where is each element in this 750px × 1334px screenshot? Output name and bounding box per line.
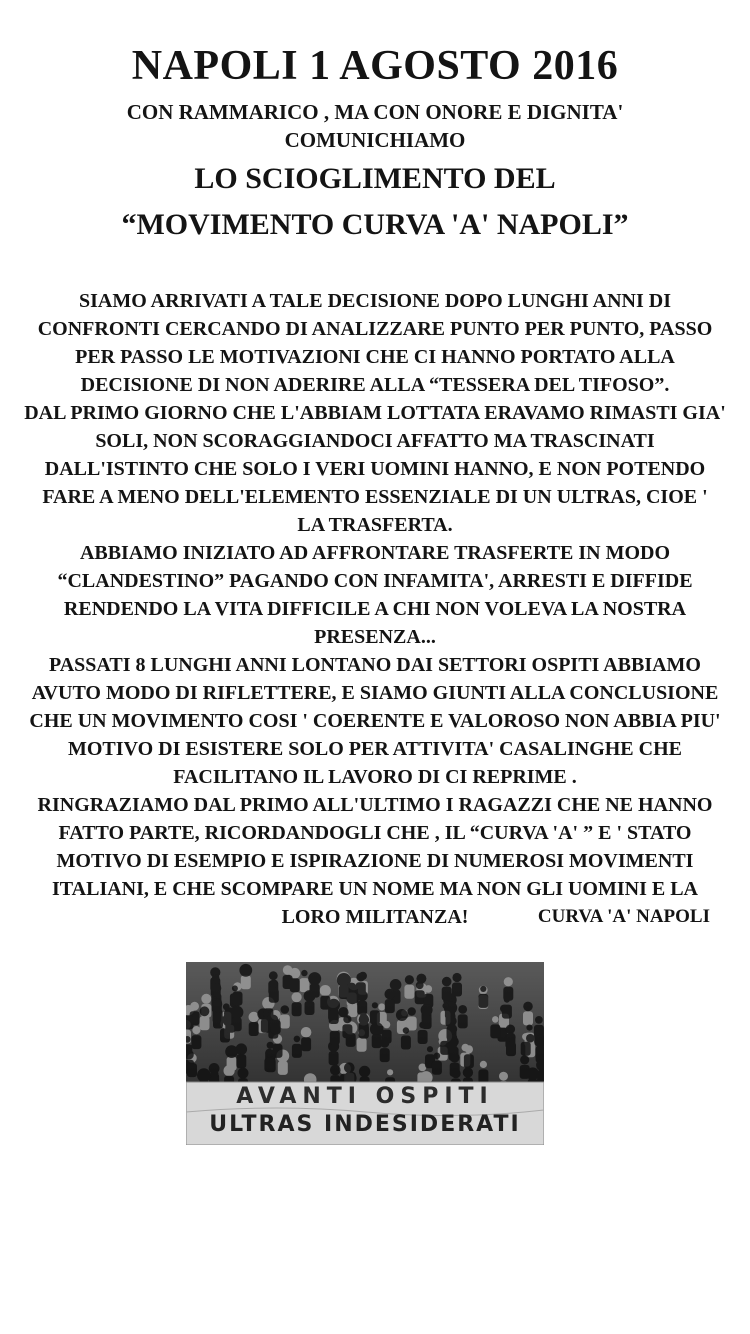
body-line: FARE A MENO DELL'ELEMENTO ESSENZIALE DI UN ULTRAS, CIOE ' bbox=[42, 486, 708, 508]
body-line: FACILITANO IL LAVORO DI CI REPRIME . bbox=[173, 766, 577, 788]
body-line: PASSATI 8 LUNGHI ANNI LONTANO DAI SETTORI OSPITI ABBIAMO bbox=[49, 654, 701, 676]
headline-line-1: LO SCIOGLIMENTO DEL bbox=[194, 162, 556, 195]
crowd-photo bbox=[186, 962, 544, 1145]
body-line: RINGRAZIAMO DAL PRIMO ALL'ULTIMO I RAGAZZI CHE NE HANNO bbox=[37, 794, 713, 816]
body-line: PRESENZA... bbox=[314, 626, 436, 648]
body-line: LORO MILITANZA! bbox=[281, 906, 469, 928]
body-line: RENDENDO LA VITA DIFFICILE A CHI NON VOLEVA LA NOSTRA bbox=[63, 598, 687, 620]
body-line: LA TRASFERTA. bbox=[297, 514, 453, 536]
statement-body bbox=[10, 287, 740, 931]
body-line: CHE UN MOVIMENTO COSI ' COERENTE E VALOROSO NON ABBIA PIU' bbox=[29, 710, 721, 732]
body-line: SIAMO ARRIVATI A TALE DECISIONE DOPO LUNGHI ANNI DI bbox=[79, 290, 671, 312]
signature: CURVA 'A' NAPOLI bbox=[537, 906, 710, 927]
body-line: SOLI, NON SCORAGGIANDOCI AFFATTO MA TRASCINATI bbox=[95, 430, 655, 452]
banner-text-line-2: ULTRAS INDESIDERATI bbox=[209, 1112, 521, 1137]
body-line: “CLANDESTINO” PAGANDO CON INFAMITA', ARRESTI E DIFFIDE bbox=[57, 570, 693, 592]
body-line: AVUTO MODO DI RIFLETTERE, E SIAMO GIUNTI ALLA CONCLUSIONE bbox=[31, 682, 719, 704]
banner-text-line-1: AVANTI OSPITI bbox=[236, 1084, 494, 1109]
body-line: FATTO PARTE, RICORDANDOGLI CHE , IL “CURVA 'A' ” E ' STATO bbox=[58, 822, 692, 844]
body-line: ITALIANI, E CHE SCOMPARE UN NOME MA NON GLI UOMINI E LA bbox=[52, 878, 698, 900]
body-line: ABBIAMO INIZIATO AD AFFRONTARE TRASFERTE IN MODO bbox=[79, 542, 671, 564]
body-line: PER PASSO LE MOTIVAZIONI CHE CI HANNO PORTATO ALLA bbox=[75, 346, 675, 368]
page-title: NAPOLI 1 AGOSTO 2016 bbox=[131, 43, 619, 89]
body-line: DALL'ISTINTO CHE SOLO I VERI UOMINI HANNO, E NON POTENDO bbox=[44, 458, 706, 480]
body-line: MOTIVO DI ESEMPIO E ISPIRAZIONE DI NUMEROSI MOVIMENTI bbox=[56, 850, 694, 872]
body-line: DECISIONE DI NON ADERIRE ALLA “TESSERA DEL TIFOSO”. bbox=[80, 374, 670, 396]
body-line: CONFRONTI CERCANDO DI ANALIZZARE PUNTO PER PUNTO, PASSO bbox=[37, 318, 713, 340]
headline-line-2: “MOVIMENTO CURVA 'A' NAPOLI” bbox=[121, 208, 629, 241]
body-line: MOTIVO DI ESISTERE SOLO PER ATTIVITA' CASALINGHE CHE bbox=[67, 738, 682, 760]
subtitle-line-2: COMUNICHIAMO bbox=[284, 128, 466, 152]
body-line: DAL PRIMO GIORNO CHE L'ABBIAM LOTTATA ERAVAMO RIMASTI GIA' bbox=[24, 402, 726, 424]
subtitle-line-1: CON RAMMARICO , MA CON ONORE E DIGNITA' bbox=[126, 100, 624, 124]
